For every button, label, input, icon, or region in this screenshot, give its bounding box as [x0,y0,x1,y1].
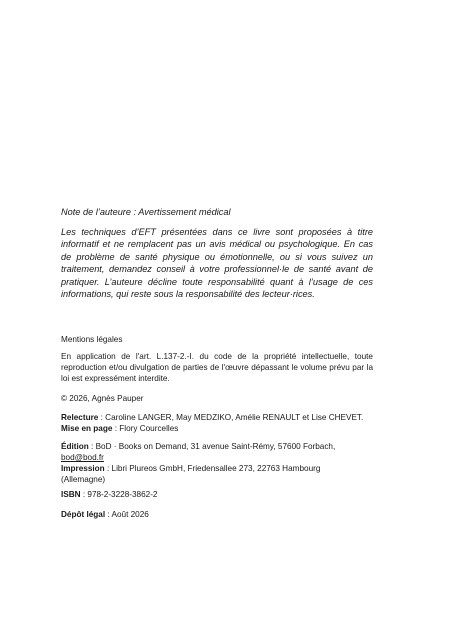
printing-label: Impression [61,464,105,473]
legal-deposit-value: : Août 2026 [105,510,149,519]
legal-deposit-line [61,509,149,520]
credits-block [61,412,373,434]
proofreading-value: : Caroline LANGER, May MEDZIKO, Amélie RENAULT et Lise CHEVET. [98,413,364,422]
layout-credit-label: Mise en page [61,424,113,433]
disclaimer-title: Note de l’auteure : Avertissement médical [61,207,231,217]
proofreading-line [61,412,373,423]
edition-line [61,441,373,452]
isbn-label: ISBN [61,490,81,499]
layout-credit-value: : Flory Courcelles [112,424,179,433]
disclaimer-text: Les techniques d’EFT présentées dans ce livre sont proposées à titre informatif et ne remplacent pas un avis médical ou psychologique. En cas de problème de santé physique ou émotionnelle, ou si vous suivez un traitement, demandez conseil à votre professionnel·le de santé avant de pratiquer. L’auteure décline toute responsabilité quant à l’usage de ces informations, qui reste sous la responsabilité des lecteur·rices. [61,227,373,300]
layout-credit-line [61,423,373,434]
legal-notice-text: En application de l'art. L.137-2.-I. du code de la propriété intellectuelle, toute reproduction et/ou divulgation de parties de l'œuvre dépassant le volume prévu par la loi est expressément interdite. [61,352,373,383]
legal-deposit-label: Dépôt légal [61,510,106,519]
printing-value: : Libri Plureos GmbH, Friedensallee 273, 22763 Hambourg [104,464,321,473]
printing-country: (Allemagne) [61,475,106,484]
isbn-value: : 978-2-3228-3862-2 [80,490,158,499]
printing-line [61,463,373,474]
copyright-line: © 2026, Agnès Pauper [61,394,144,403]
edition-label: Édition [61,442,89,451]
publisher-email-link[interactable]: bod@bod.fr [61,453,104,462]
proofreading-label: Relecture [61,413,99,422]
legal-notice-heading: Mentions légales [61,335,123,344]
edition-value: : BoD · Books on Demand, 31 avenue Saint-Rémy, 57600 Forbach, [88,442,336,451]
publisher-block [61,441,373,485]
isbn-line [61,489,158,500]
